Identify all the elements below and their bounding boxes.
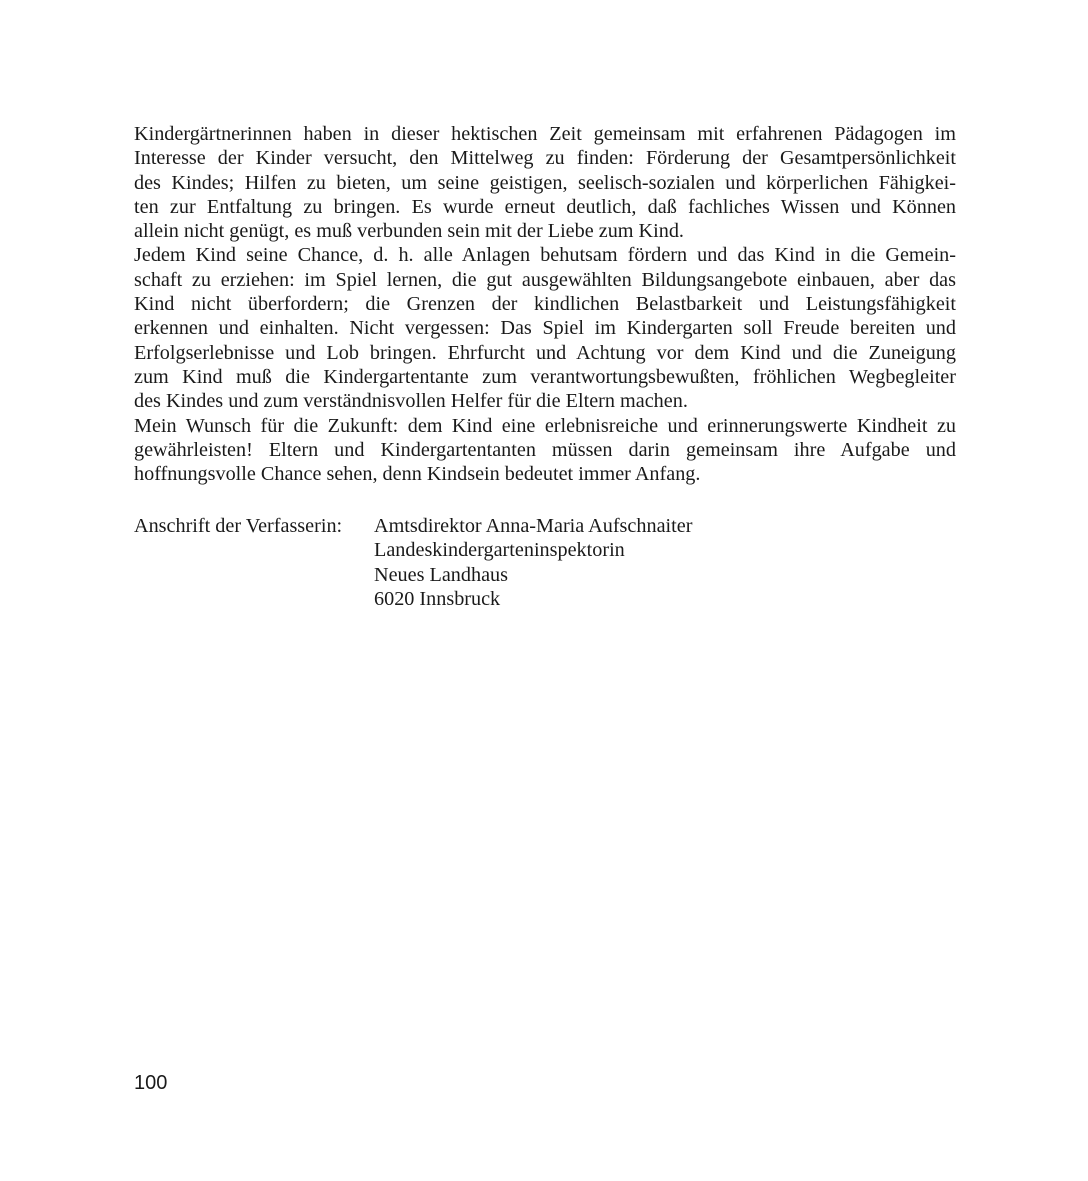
address-line: Neues Landhaus — [374, 563, 508, 586]
address-line: 6020 Innsbruck — [374, 587, 501, 610]
text-line: gewährleisten! Eltern und Kindergartentanten müssen darin gemeinsam ihre Aufgabe und — [134, 438, 956, 461]
text-line: Mein Wunsch für die Zukunft: dem Kind eine erlebnisreiche und erinnerungswerte Kindheit zu — [134, 414, 956, 437]
text-line: Erfolgserlebnisse und Lob bringen. Ehrfurcht und Achtung vor dem Kind und die Zuneigung — [134, 341, 956, 364]
text-line: des Kindes; Hilfen zu bieten, um seine geistigen, seelisch-sozialen und körperlichen Fähigkei- — [134, 171, 956, 194]
text-line: erkennen und einhalten. Nicht vergessen: Das Spiel im Kindergarten soll Freude bereiten und — [134, 317, 956, 340]
address-line: Amtsdirektor Anna-Maria Aufschnaiter — [374, 515, 693, 537]
text-line: allein nicht genügt, es muß verbunden sein mit der Liebe zum Kind. — [134, 220, 684, 243]
page-content — [134, 122, 956, 610]
text-line: schaft zu erziehen: im Spiel lernen, die gut ausgewählten Bildungsangebote einbauen, aber das — [134, 268, 956, 291]
text-line: Interesse der Kinder versucht, den Mittelweg zu finden: Förderung der Gesamtpersönlichkeit — [134, 147, 956, 170]
text-line: zum Kind muß die Kindergartentante zum verantwortungsbewußten, fröhlichen Wegbegleiter — [134, 365, 956, 388]
address-block — [374, 514, 692, 611]
text-line: Kind nicht überfordern; die Grenzen der kindlichen Belastbarkeit und Leistungsfähigkeit — [134, 293, 956, 316]
paragraph-2 — [134, 243, 956, 413]
address-label: Anschrift der Verfasserin: — [134, 515, 343, 537]
address-line: Landeskindergarteninspektorin — [374, 539, 625, 562]
paragraph-1 — [134, 122, 956, 243]
page-number: 100 — [134, 1072, 168, 1094]
text-line: Kindergärtnerinnen haben in dieser hektischen Zeit gemeinsam mit erfahrenen Pädagogen im — [134, 123, 956, 145]
text-line: Jedem Kind seine Chance, d. h. alle Anlagen behutsam fördern und das Kind in die Gemein- — [134, 244, 956, 267]
text-line: ten zur Entfaltung zu bringen. Es wurde erneut deutlich, daß fachliches Wissen und Können — [134, 195, 956, 218]
text-line: des Kindes und zum verständnisvollen Helfer für die Eltern machen. — [134, 390, 688, 413]
text-line: hoffnungsvolle Chance sehen, denn Kindsein bedeutet immer Anfang. — [134, 463, 701, 486]
paragraph-3 — [134, 414, 956, 487]
body-text — [134, 122, 956, 486]
